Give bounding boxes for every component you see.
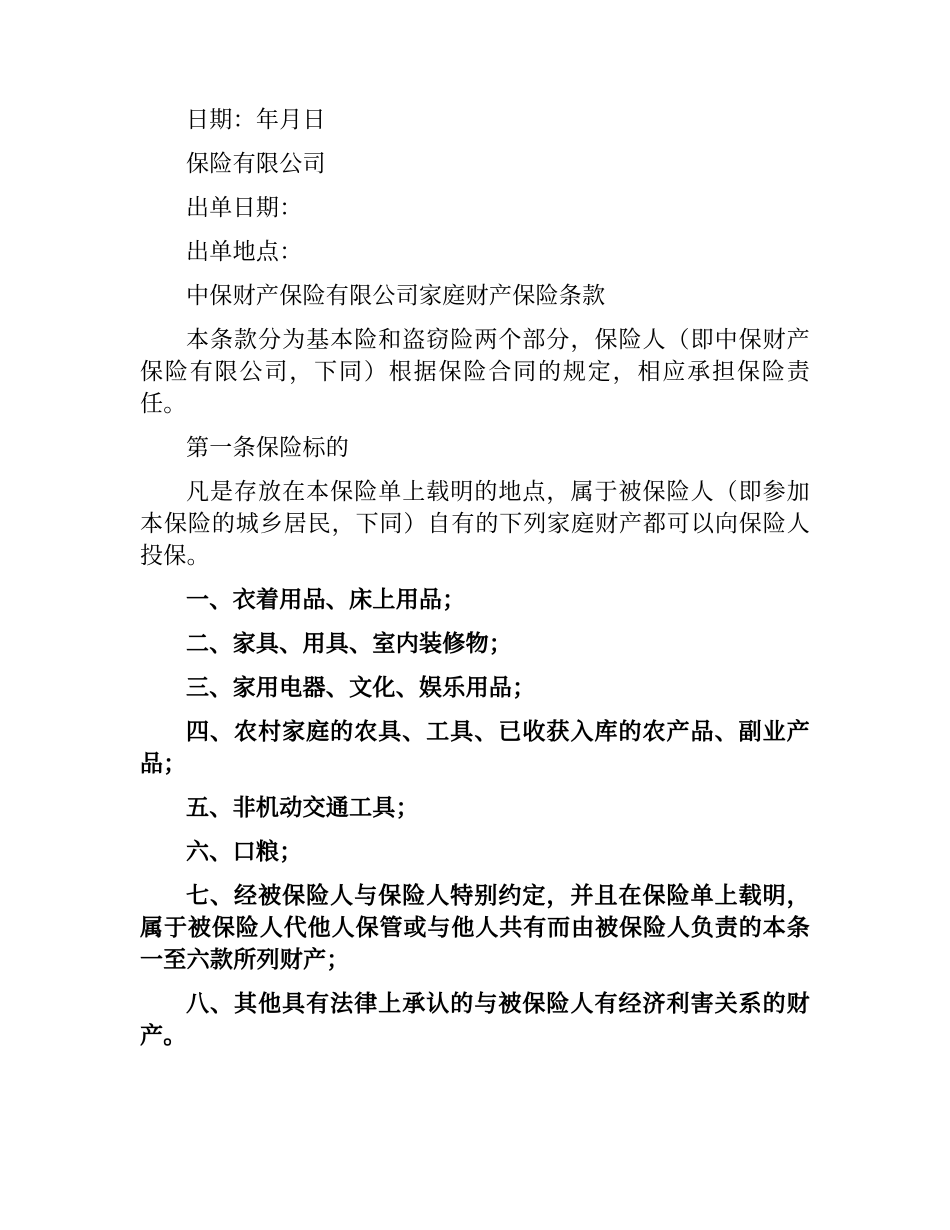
- list-item-5: 五、非机动交通工具；: [186, 794, 419, 821]
- issue-date-line: 出单日期：: [186, 195, 303, 221]
- document-title: 中保财产保险有限公司家庭财产保险条款: [186, 283, 606, 309]
- list-item-7: 七、经被保险人与保险人特别约定，并且在保险单上载明，属于被保险人代他人保管或与他人共有而由被保险人负责的本条一至六款所列财产；: [140, 882, 810, 973]
- list-item-1: 一、衣着用品、床上用品；: [186, 586, 466, 613]
- issue-place-line: 出单地点：: [186, 239, 303, 265]
- list-item-8: 八、其他具有法律上承认的与被保险人有经济利害关系的财产。: [140, 990, 810, 1049]
- article-1-paragraph: 凡是存放在本保险单上载明的地点，属于被保险人（即参加本保险的城乡居民，下同）自有的下列家庭财产都可以向保险人投保。: [140, 479, 810, 569]
- document-body: [140, 104, 810, 1064]
- company-line: 保险有限公司: [186, 151, 326, 177]
- intro-paragraph: 本条款分为基本险和盗窃险两个部分，保险人（即中保财产保险有限公司，下同）根据保险合同的规定，相应承担保险责任。: [140, 327, 810, 417]
- date-line: 日期：年月日: [186, 107, 326, 133]
- list-item-2: 二、家具、用具、室内装修物；: [186, 630, 513, 657]
- list-item-3: 三、家用电器、文化、娱乐用品；: [186, 674, 536, 701]
- list-item-4: 四、农村家庭的农具、工具、已收获入库的农产品、副业产品；: [140, 718, 810, 777]
- list-item-6: 六、口粮；: [186, 838, 303, 865]
- article-1-heading: 第一条保险标的: [186, 435, 350, 461]
